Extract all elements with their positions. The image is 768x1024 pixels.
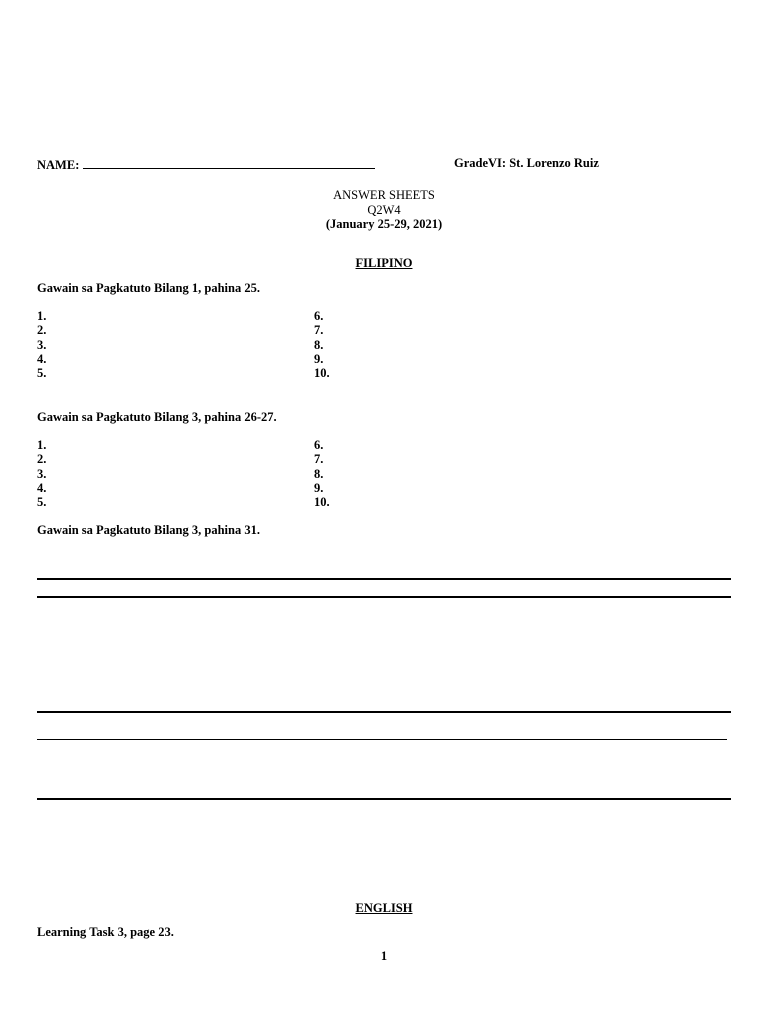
- grade-section: GradeVI: St. Lorenzo Ruiz: [454, 156, 599, 170]
- answer-writing-line[interactable]: [37, 578, 731, 580]
- answer-number: 5.: [37, 495, 47, 510]
- answer-number: 6.: [314, 309, 324, 323]
- answer-number: 3.: [37, 337, 47, 352]
- filipino-heading: FILIPINO: [355, 256, 413, 270]
- answer-writing-line[interactable]: [37, 798, 731, 800]
- answer-number: 3.: [37, 466, 47, 481]
- filipino-task2-label: Gawain sa Pagkatuto Bilang 3, pahina 26-27.: [37, 410, 277, 424]
- sheet-code: Q2W4: [367, 203, 401, 217]
- answer-number: 7.: [314, 323, 324, 338]
- answer-writing-line[interactable]: [37, 739, 727, 740]
- page-number: 1: [380, 949, 388, 963]
- answer-number: 7.: [314, 452, 324, 467]
- answer-number: 8.: [314, 337, 324, 352]
- answer-number: 9.: [314, 351, 324, 366]
- filipino-task3-label: Gawain sa Pagkatuto Bilang 3, pahina 31.: [37, 523, 260, 537]
- answer-number: 4.: [37, 480, 47, 495]
- filipino-task1-label: Gawain sa Pagkatuto Bilang 1, pahina 25.: [37, 281, 260, 295]
- filipino-task1-left-column: [37, 309, 46, 380]
- answer-number: 2.: [37, 323, 47, 338]
- answer-number: 1.: [37, 438, 47, 452]
- answer-number: 8.: [314, 466, 324, 481]
- filipino-task1-right-column: [314, 309, 330, 380]
- answer-number: 1.: [37, 309, 47, 323]
- answer-number: 5.: [37, 366, 47, 381]
- answer-number: 10.: [314, 495, 330, 510]
- english-task1-label: Learning Task 3, page 23.: [37, 925, 174, 939]
- answer-writing-line[interactable]: [37, 711, 731, 713]
- answer-number: 4.: [37, 351, 47, 366]
- filipino-task2-right-column: [314, 438, 330, 509]
- answer-number: 9.: [314, 480, 324, 495]
- filipino-task2-left-column: [37, 438, 46, 509]
- name-blank-line[interactable]: [83, 156, 375, 169]
- answer-number: 2.: [37, 452, 47, 467]
- sheet-dates: (January 25-29, 2021): [325, 217, 443, 231]
- answer-number: 10.: [314, 366, 330, 381]
- answer-number: 6.: [314, 438, 324, 452]
- sheet-title: ANSWER SHEETS: [333, 188, 435, 202]
- name-row: [37, 156, 375, 173]
- english-heading: ENGLISH: [355, 901, 413, 915]
- answer-writing-line[interactable]: [37, 596, 731, 598]
- name-label: NAME:: [37, 158, 80, 172]
